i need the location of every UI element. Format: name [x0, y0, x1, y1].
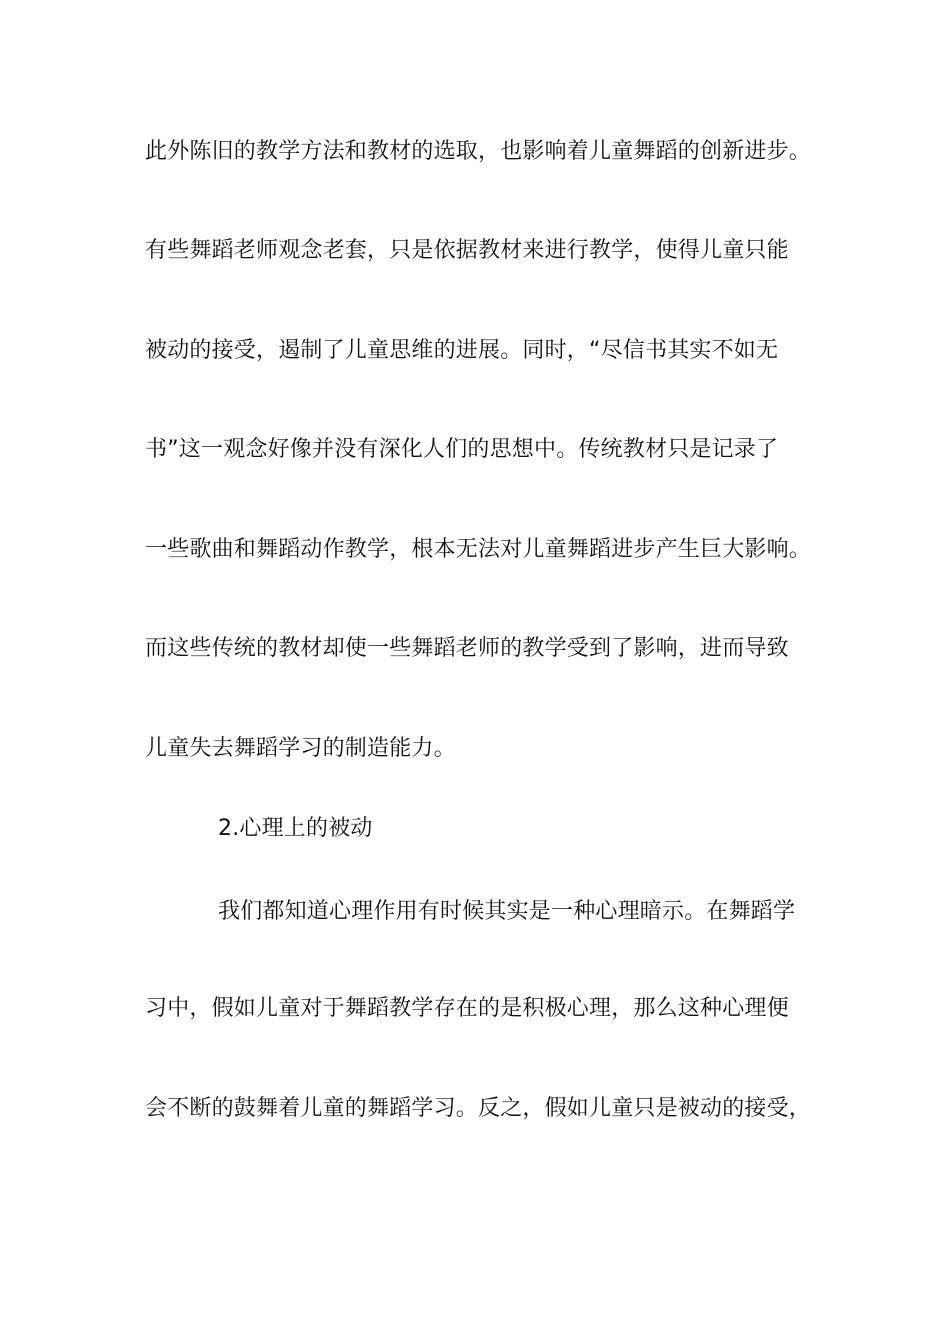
section-heading: 2.心理上的被动: [218, 816, 373, 841]
text-line: 儿童失去舞蹈学习的制造能力。: [145, 736, 456, 761]
text-line: 我们都知道心理作用有时候其实是一种心理暗示。在舞蹈学: [218, 899, 796, 924]
text-line: 书”这一观念好像并没有深化人们的思想中。传统教材只是记录了: [145, 437, 779, 462]
text-line: 一些歌曲和舞蹈动作教学，根本无法对儿童舞蹈进步产生巨大影响。: [145, 537, 812, 562]
text-line: 被动的接受，遏制了儿童思维的进展。同时，“尽信书其实不如无: [145, 338, 779, 363]
text-line: 会不断的鼓舞着儿童的舞蹈学习。反之，假如儿童只是被动的接受，: [145, 1096, 812, 1121]
text-line: 此外陈旧的教学方法和教材的选取，也影响着儿童舞蹈的创新进步。: [145, 139, 812, 164]
text-line: 习中，假如儿童对于舞蹈教学存在的是积极心理，那么这种心理便: [145, 996, 789, 1021]
text-line: 有些舞蹈老师观念老套，只是依据教材来进行教学，使得儿童只能: [145, 238, 789, 263]
text-line: 而这些传统的教材却使一些舞蹈老师的教学受到了影响，进而导致: [145, 636, 789, 661]
